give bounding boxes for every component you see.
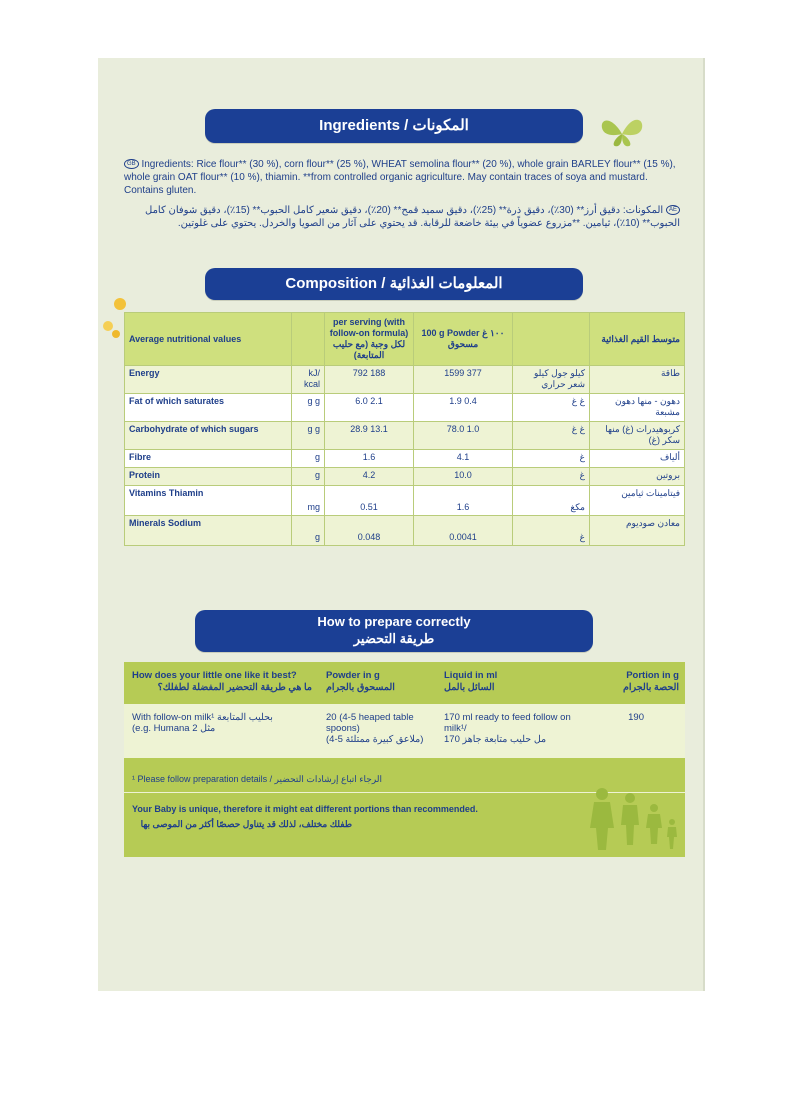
row-unit-ar: غ غ	[513, 422, 590, 450]
prep-how-en: How does your little one like it best?	[132, 670, 297, 681]
prepare-title-ar: طريقة التحضير	[353, 631, 435, 646]
prep-powder-ar: المسحوق بالجرام	[326, 682, 395, 693]
ingredients-en-text: Ingredients: Rice flour** (30 %), corn flour** (25 %), WHEAT semolina flour** (20 %), whole grain BARLEY flour** (15 %), whole grain OAT flour** (10 %), thiamin. **from controlled organic agriculture. May contain traces of soya and mustard. Contains gluten.	[124, 159, 676, 196]
row-serving: 4.2	[325, 468, 414, 486]
prep-row-how-eg: (e.g. Humana 2	[132, 723, 198, 734]
family-silhouette-icon	[586, 782, 682, 852]
row-serving: 28.9 13.1	[325, 422, 414, 450]
prep-row-portion: 190	[628, 712, 644, 723]
butterfly-icon	[598, 114, 646, 150]
row-unit-ar: غ	[513, 468, 590, 486]
table-row	[125, 366, 685, 394]
row-unit-ar: غ غ	[513, 394, 590, 422]
prep-row-how-ar: بحليب المتابعة	[217, 712, 273, 723]
ingredients-ar-text: المكونات: دقيق أرز** (30٪)، دقيق ذرة** (25٪)، دقيق سميد قمح** (20٪)، دقيق شعير كامل الحبوب** (15٪)، دقيق شوفان كامل الحبوب** (10٪)، ثيامين. **مزروع عضوياً في بيئة خاضعة للرقابة. قد يحتوي على آثار من الصويا والخردل. يحتوي على غلوتين.	[145, 205, 680, 229]
prep-col-powder	[326, 670, 426, 694]
row-serving: 1.6	[325, 450, 414, 468]
header-per-100g: 100 g Powder ١٠٠ غ مسحوق	[414, 313, 513, 366]
prep-col-portion	[579, 670, 679, 694]
row-100g: 0.0041	[414, 516, 513, 546]
row-100g: 78.0 1.0	[414, 422, 513, 450]
row-label-ar: معادن صوديوم	[590, 516, 685, 546]
prep-row-how	[132, 712, 322, 734]
row-label-ar: دهون - منها دهون مشبعة	[590, 394, 685, 422]
row-100g: 1.9 0.4	[414, 394, 513, 422]
prep-liquid-en: Liquid in ml	[444, 670, 498, 681]
row-unit: kJ/ kcal	[292, 366, 325, 394]
table-row	[125, 468, 685, 486]
prep-footnote-ar: الرجاء اتباع إرشادات التحضير	[274, 774, 383, 784]
header-unit-ar	[513, 313, 590, 366]
row-serving: 792 188	[325, 366, 414, 394]
composition-title: Composition / المعلومات الغذائية	[285, 275, 503, 292]
prep-liquid-ar: السائل بالمل	[444, 682, 495, 693]
row-unit-ar: غ	[513, 516, 590, 546]
row-label-ar: كربوهيدرات (غ) منها سكر (غ)	[590, 422, 685, 450]
ingredients-banner	[205, 109, 583, 143]
row-unit-ar: مكغ	[513, 486, 590, 516]
header-unit	[292, 313, 325, 366]
row-unit: g g	[292, 394, 325, 422]
row-serving: 0.048	[325, 516, 414, 546]
row-serving: 6.0 2.1	[325, 394, 414, 422]
table-row	[125, 486, 685, 516]
composition-banner	[205, 268, 583, 300]
package-back-panel	[98, 58, 705, 991]
row-unit-ar: كيلو جول كيلو شعر حراري	[513, 366, 590, 394]
prep-footnote-en: ¹ Please follow preparation details /	[132, 774, 273, 784]
row-unit: mg	[292, 486, 325, 516]
table-row	[125, 394, 685, 422]
row-100g: 1.6	[414, 486, 513, 516]
prep-portion-ar: الحصة بالجرام	[623, 682, 679, 693]
prepare-title-en: How to prepare correctly	[317, 614, 471, 629]
prep-row-liquid-en: 170 ml ready to feed follow on milk¹/	[444, 712, 571, 734]
prep-how-ar: ما هي طريقة التحضير المفضلة لطفلك؟	[157, 682, 312, 693]
row-label: Carbohydrate of which sugars	[125, 422, 292, 450]
row-label-ar: طاقة	[590, 366, 685, 394]
prep-row-powder	[326, 712, 436, 745]
row-unit: g	[292, 450, 325, 468]
prep-row-how-eg-ar: مثل	[200, 723, 216, 734]
prep-col-how	[132, 670, 322, 694]
table-row	[125, 422, 685, 450]
row-label-ar: ألياف	[590, 450, 685, 468]
row-label-ar: فيتامينات ثيامين	[590, 486, 685, 516]
ingredients-en	[124, 158, 684, 197]
row-unit: g	[292, 468, 325, 486]
prep-portion-en: Portion in g	[626, 670, 679, 681]
header-label: Average nutritional values	[125, 313, 292, 366]
preparation-header	[124, 662, 685, 704]
row-100g: 1599 377	[414, 366, 513, 394]
prep-col-liquid	[444, 670, 564, 694]
ingredients-ar	[124, 204, 680, 230]
row-unit: g	[292, 516, 325, 546]
row-label-ar: بروتين	[590, 468, 685, 486]
ingredients-title: Ingredients / المكونات	[319, 117, 469, 134]
prep-row-powder-ar: (4-5 ملاعق كبيرة ممتلئة)	[326, 734, 424, 745]
prep-row-how-en: With follow-on milk¹	[132, 712, 215, 723]
nutrition-table-header	[125, 313, 685, 366]
row-100g: 4.1	[414, 450, 513, 468]
table-row	[125, 450, 685, 468]
prep-unique-en: Your Baby is unique, therefore it might eat different portions than recommended.	[132, 804, 478, 814]
row-label: Fat of which saturates	[125, 394, 292, 422]
row-unit-ar: غ	[513, 450, 590, 468]
prep-unique-ar: طفلك مختلف، لذلك قد يتناول حصصًا أكثر من الموصى بها	[140, 819, 352, 829]
preparation-panel	[124, 662, 685, 857]
row-label: Energy	[125, 366, 292, 394]
table-row	[125, 516, 685, 546]
prep-powder-en: Powder in g	[326, 670, 380, 681]
lang-badge-en: GB	[124, 159, 139, 169]
row-100g: 10.0	[414, 468, 513, 486]
prep-row-powder-en: 20 (4-5 heaped table spoons)	[326, 712, 414, 734]
row-label: Protein	[125, 468, 292, 486]
row-serving: 0.51	[325, 486, 414, 516]
row-label: Vitamins Thiamin	[125, 486, 292, 516]
header-per-serving: per serving (with follow-on formula) لكل وجبة (مع حليب المتابعة)	[325, 313, 414, 366]
row-unit: g g	[292, 422, 325, 450]
header-label-ar: متوسط القيم الغذائية	[590, 313, 685, 366]
nutrition-table	[124, 312, 685, 546]
row-label: Fibre	[125, 450, 292, 468]
preparation-row	[124, 704, 685, 758]
prep-row-liquid-ar: 170 مل حليب متابعة جاهز	[444, 734, 547, 745]
prepare-banner	[195, 610, 593, 652]
prep-row-liquid	[444, 712, 579, 745]
lang-badge-ar: AE	[666, 205, 680, 215]
row-label: Minerals Sodium	[125, 516, 292, 546]
